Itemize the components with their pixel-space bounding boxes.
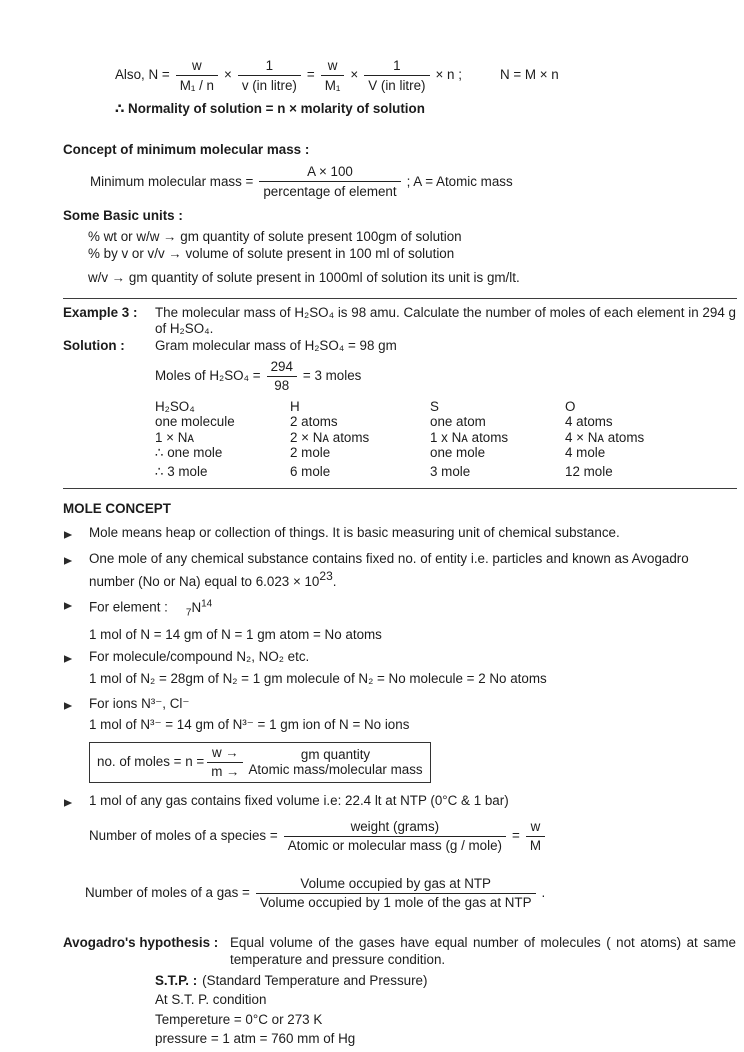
table-row [155, 414, 736, 429]
bullet-item [63, 649, 736, 687]
table-cell: ∴ one mole [155, 444, 223, 460]
moles-formula-row [63, 359, 736, 394]
formula-prefix: no. of moles = n = [97, 754, 205, 770]
moles-calculation-formula [155, 359, 736, 394]
table-cell: one mole [430, 444, 486, 460]
example-problem-text: The molecular mass of H₂SO₄ is 98 amu. Calculate the number of moles of each element in 294 g of H₂SO₄. [155, 304, 736, 337]
atomic-number: 7 [185, 607, 192, 619]
table-cell: one molecule [155, 414, 235, 430]
arrow-bullet-icon [63, 793, 89, 813]
meaning-stack [248, 747, 422, 778]
stp-condition-line: At S.T. P. condition [155, 992, 267, 1008]
exponent: 23 [319, 568, 333, 583]
text-segment: . [332, 573, 337, 589]
formula-suffix: ; A = Atomic mass [406, 173, 513, 189]
table-cell: 6 mole [290, 464, 331, 480]
fraction-numerator: w [176, 58, 218, 76]
formula-prefix: Number of moles of a species = [89, 827, 278, 843]
fraction-denominator: percentage of element [263, 183, 397, 199]
formula-prefix: Number of moles of a gas = [85, 885, 250, 901]
table-header-cell: O [565, 398, 576, 414]
table-cell: 1 x Nᴀ atoms [430, 429, 509, 445]
arrow-bullet-icon [63, 649, 89, 687]
for-ions-line: For ions N³⁻, Cl⁻ [89, 695, 190, 711]
solution-label: Solution : [63, 337, 125, 353]
formula-suffix: = 3 moles [302, 367, 362, 383]
for-element-line [89, 596, 707, 622]
fraction-denominator: m → [211, 764, 240, 780]
example-label: Example 3 : [63, 304, 138, 320]
min-molecular-mass-formula [90, 164, 736, 199]
table-row [155, 464, 736, 479]
stp-definition-line [155, 971, 736, 990]
table-cell: 2 atoms [290, 414, 338, 430]
formula-prefix: Also, N = [115, 67, 170, 83]
moles-of-species-formula [89, 819, 736, 854]
table-cell: 4 atoms [565, 414, 613, 430]
unit-definition-wt: % wt or w/w → gm quantity of solute present 100gm of solution [88, 229, 462, 245]
fraction-numerator: 294 [267, 359, 297, 377]
fraction-numerator: 1 [364, 58, 429, 76]
bullet-text [89, 596, 707, 643]
bullet-item [63, 793, 736, 813]
spacer [63, 359, 155, 394]
mass-number: 14 [201, 598, 213, 610]
fraction [364, 58, 429, 93]
solution-row [63, 338, 736, 355]
bullet-item [63, 596, 736, 643]
fraction [259, 164, 400, 199]
fraction-denominator: M [529, 838, 541, 854]
bullet-text [89, 649, 707, 687]
element-table-row [63, 394, 736, 480]
fraction-numerator: w [321, 58, 345, 76]
table-cell: 2 × Nᴀ atoms [290, 429, 370, 445]
stp-expansion: (Standard Temperature and Pressure) [202, 973, 428, 989]
table-cell: 12 mole [565, 464, 613, 480]
stp-block [155, 971, 736, 1048]
solution-intro-text: Gram molecular mass of H₂SO₄ = 98 gm [155, 337, 397, 353]
bullet-text [89, 696, 707, 734]
normality-derivation-formula [115, 58, 736, 93]
table-header-cell: H₂SO₄ [155, 398, 195, 414]
nuclide-notation [185, 598, 213, 619]
bullet-text: Mole means heap or collection of things. It is basic measuring unit of chemical substance. [89, 525, 620, 541]
fraction-denominator: V (in litre) [368, 77, 426, 93]
arrow-bullet-icon [63, 525, 89, 545]
fraction-denominator: M₁ [324, 77, 341, 93]
bullet-text [89, 551, 707, 590]
avogadro-hypothesis-row [63, 935, 736, 968]
arrow-bullet-icon [63, 696, 89, 734]
stp-label: S.T.P. : [155, 973, 198, 989]
fraction-numerator: w → [207, 745, 243, 763]
formula-prefix: Minimum molecular mass = [90, 173, 254, 189]
formula-suffix: . [541, 885, 546, 901]
stp-pressure-line: pressure = 1 atm = 760 mm of Hg [155, 1030, 356, 1046]
table-header-cell: S [430, 398, 439, 414]
fraction-denominator: 98 [274, 378, 290, 394]
mole-of-ion-line: 1 mol of N³⁻ = 14 gm of N³⁻ = 1 gm ion of N = No ions [89, 717, 410, 733]
fraction [526, 819, 545, 854]
denominator-meaning: Atomic mass/molecular mass [248, 762, 423, 778]
fraction [238, 58, 301, 93]
text-segment: number (No or Na) equal to 6.023 × 10 [89, 573, 320, 589]
avogadro-number-line2 [89, 568, 707, 591]
table-cell: 3 mole [430, 464, 471, 480]
fraction-denominator: M₁ / n [179, 77, 214, 93]
bullet-item [63, 696, 736, 734]
element-moles-table [155, 399, 736, 480]
avogadro-number-line1: One mole of any chemical substance contains fixed no. of entity i.e. particles and known as Avogadro [89, 550, 689, 566]
fraction-numerator: w [526, 819, 545, 837]
fraction-denominator: Atomic or molecular mass (g / mole) [287, 838, 502, 854]
fraction [284, 819, 506, 854]
table-cell: 2 mole [290, 444, 331, 460]
avogadro-hypothesis-text: Equal volume of the gases have equal number of molecules ( not atoms) at same temperature and pressure condition. [230, 935, 736, 967]
unit-definition-wv: w/v → gm quantity of solute present in 1000ml of solution its unit is gm/lt. [88, 269, 520, 285]
table-cell: 1 × Nᴀ [155, 429, 195, 445]
avogadro-hypothesis-label: Avogadro's hypothesis : [63, 935, 219, 950]
section-heading-min-molecular-mass: Concept of minimum molecular mass : [63, 141, 310, 157]
numerator-meaning: gm quantity [300, 746, 371, 762]
table-cell: one atom [430, 414, 486, 430]
table-cell: 4 mole [565, 444, 606, 460]
bullet-text: 1 mol of any gas contains fixed volume i.e: 22.4 lt at NTP (0°C & 1 bar) [89, 793, 509, 809]
example-problem-row [63, 305, 736, 338]
unit-definition-volume: % by v or v/v → volume of solute present in 100 ml of solution [88, 246, 455, 262]
equals-sign: = [512, 827, 520, 843]
fraction-numerator: A × 100 [259, 164, 400, 182]
bullet-item [63, 551, 736, 590]
moles-of-gas-formula [85, 876, 736, 911]
fraction [267, 359, 297, 394]
arrow-bullet-icon [63, 551, 89, 590]
normality-statement: ∴ Normality of solution = n × molarity of solution [115, 101, 425, 117]
stp-temperature-line: Tempereture = 0°C or 273 K [155, 1011, 323, 1027]
fraction [176, 58, 218, 93]
horizontal-rule-bottom [63, 488, 737, 489]
table-row [155, 430, 736, 445]
table-row [155, 445, 736, 460]
table-cell: 4 × Nᴀ atoms [565, 429, 645, 445]
equals-sign: = [306, 67, 315, 83]
arrow-bullet-icon [63, 596, 89, 643]
formula-suffix: × n ; [435, 67, 462, 83]
formula-tail: N = M × n [499, 67, 559, 83]
spacer [63, 394, 155, 480]
section-heading-mole-concept: MOLE CONCEPT [63, 500, 171, 516]
mole-of-n2-line: 1 mol of N₂ = 28gm of N₂ = 1 gm molecule of N₂ = No molecule = 2 No atoms [89, 671, 547, 687]
fraction-numerator: weight (grams) [284, 819, 506, 837]
text-segment: For element : [89, 599, 168, 615]
fraction-denominator: Volume occupied by 1 mole of the gas at NTP [259, 895, 532, 911]
bullet-item [63, 525, 736, 545]
table-cell: ∴ 3 mole [155, 464, 208, 480]
table-header-row [155, 399, 736, 414]
table-header-cell: H [290, 398, 300, 414]
fraction-denominator: v (in litre) [241, 77, 297, 93]
times-sign: × [350, 67, 359, 83]
times-sign: × [223, 67, 232, 83]
fraction [321, 58, 345, 93]
element-symbol: N [191, 599, 202, 615]
section-heading-basic-units: Some Basic units : [63, 207, 183, 223]
fraction [256, 876, 536, 911]
no-of-moles-boxed-formula [89, 742, 431, 783]
moles-box-container [63, 734, 736, 783]
mole-of-nitrogen-line: 1 mol of N = 14 gm of N = 1 gm atom = No atoms [89, 626, 382, 642]
fraction [207, 745, 243, 780]
formula-prefix: Moles of H₂SO₄ = [155, 367, 261, 383]
fraction-numerator: Volume occupied by gas at NTP [256, 876, 536, 894]
horizontal-rule-top [63, 298, 737, 299]
fraction-numerator: 1 [238, 58, 301, 76]
for-molecule-line: For molecule/compound N₂, NO₂ etc. [89, 649, 310, 665]
